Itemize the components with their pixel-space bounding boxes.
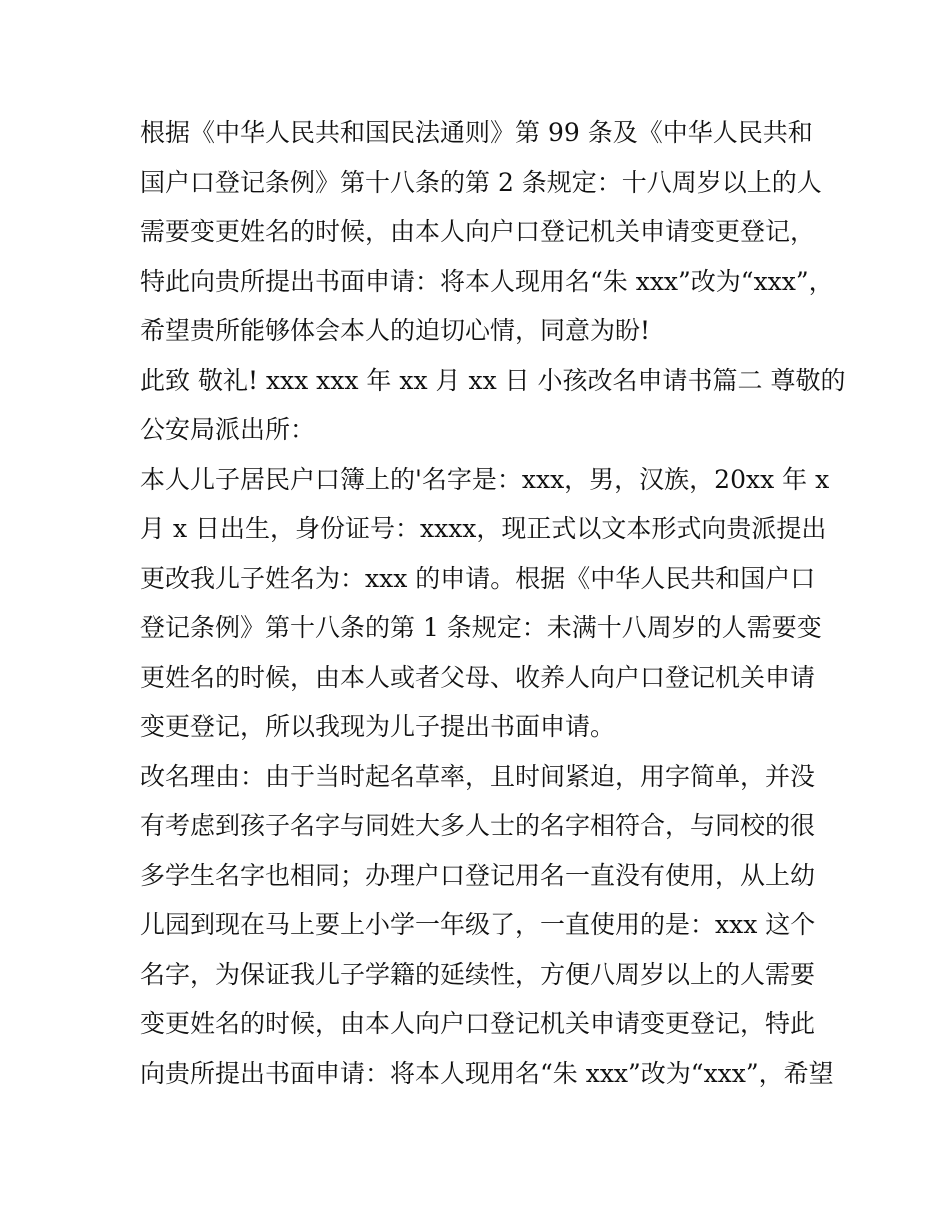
text-line: 此致 敬礼! xxx xxx 年 xx 月 xx 日 小孩改名申请书篇二 尊敬的: [140, 365, 846, 395]
text-line: 有考虑到孩子名字与同姓大多人士的名字相符合，与同校的很: [140, 811, 816, 840]
document-body: [140, 108, 846, 1098]
text-line: 需要变更姓名的时候，由本人向户口登记机关申请变更登记，: [140, 217, 816, 246]
text-line: 儿园到现在马上要上小学一年级了，一直使用的是：xxx 这个: [140, 910, 816, 939]
text-line: 月 x 日出生，身份证号：xxxx，现正式以文本形式向贵派提出: [140, 514, 827, 543]
text-line: 更姓名的时候，由本人或者父母、收养人向户口登记机关申请: [140, 662, 816, 692]
text-line: 多学生名字也相同；办理户口登记用名一直没有使用，从上幼: [140, 860, 816, 890]
text-line: 公安局派出所：: [140, 415, 316, 444]
text-line: 本人儿子居民户口簿上的'名字是：xxx，男，汉族，20xx 年 x: [140, 464, 830, 494]
text-line: 登记条例》第十八条的第 1 条规定：未满十八周岁的人需要变: [140, 613, 822, 642]
text-line: 根据《中华人民共和国民法通则》第 99 条及《中华人民共和: [140, 118, 813, 147]
text-line: 更改我儿子姓名为：xxx 的申请。根据《中华人民共和国户口: [140, 563, 816, 593]
text-line: 特此向贵所提出书面申请：将本人现用名“朱 xxx”改为“xxx”，: [140, 266, 834, 296]
text-line: 变更登记，所以我现为儿子提出书面申请。: [140, 712, 616, 741]
text-line: 希望贵所能够体会本人的迫切心情，同意为盼!: [140, 316, 651, 345]
text-line: 变更姓名的时候，由本人向户口登记机关申请变更登记，特此: [140, 1009, 816, 1038]
text-line: 改名理由：由于当时起名草率，且时间紧迫，用字简单，并没: [140, 761, 816, 791]
text-line: 向贵所提出书面申请：将本人现用名“朱 xxx”改为“xxx”，希望: [140, 1058, 834, 1088]
text-line: 国户口登记条例》第十八条的第 2 条规定：十八周岁以上的人: [140, 167, 822, 197]
text-line: 名字，为保证我儿子学籍的延续性，方便八周岁以上的人需要: [140, 959, 816, 989]
